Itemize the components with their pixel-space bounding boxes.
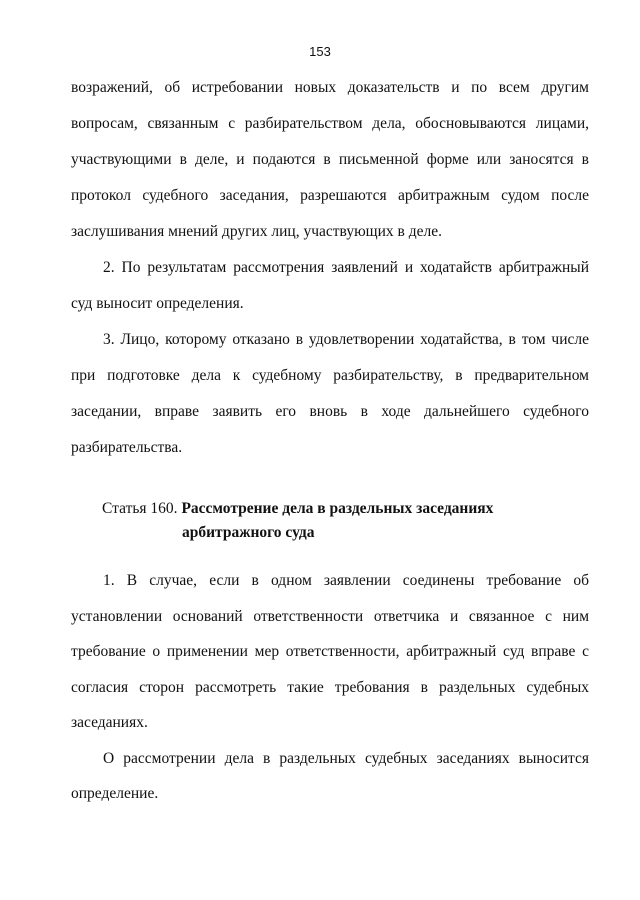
article-title-line-2: арбитражного суда bbox=[182, 524, 315, 541]
article-title-line-1: Рассмотрение дела в раздельных заседаниях bbox=[181, 500, 494, 517]
article-heading bbox=[102, 497, 582, 545]
paragraph-continuation: возражений, об истребовании новых доказательств и по всем другим вопросам, связанным с разбирательством дела, обосновываются лицами, участвующими в деле, и подаются в письменной форме или заносятся в протокол судебного заседания, разрешаются арбитражным судом после заслушивания мнений других лиц, участвующих в деле. bbox=[71, 79, 589, 240]
article-160-paragraph-1: 1. В случае, если в одном заявлении соединены требование об установлении оснований ответственности ответчика и связанное с ним требование о применении мер ответственности, арбитражный суд вправе с согласия сторон рассмотреть такие требования в раздельных судебных заседаниях. bbox=[71, 572, 589, 731]
text-block-article-160 bbox=[71, 563, 589, 812]
article-number: Статья 160. bbox=[102, 500, 182, 517]
page-number: 153 bbox=[309, 44, 331, 59]
paragraph-3: 3. Лицо, которому отказано в удовлетворении ходатайства, в том числе при подготовке дела к судебному разбирательству, в предварительном заседании, вправе заявить его вновь в ходе дальнейшего судебного разбирательства. bbox=[71, 331, 589, 456]
article-160-paragraph-2: О рассмотрении дела в раздельных судебных заседаниях выносится определение. bbox=[71, 749, 589, 802]
paragraph-2: 2. По результатам рассмотрения заявлений и ходатайств арбитражный суд выносит определения. bbox=[71, 259, 589, 312]
text-block-article-159 bbox=[71, 70, 589, 466]
